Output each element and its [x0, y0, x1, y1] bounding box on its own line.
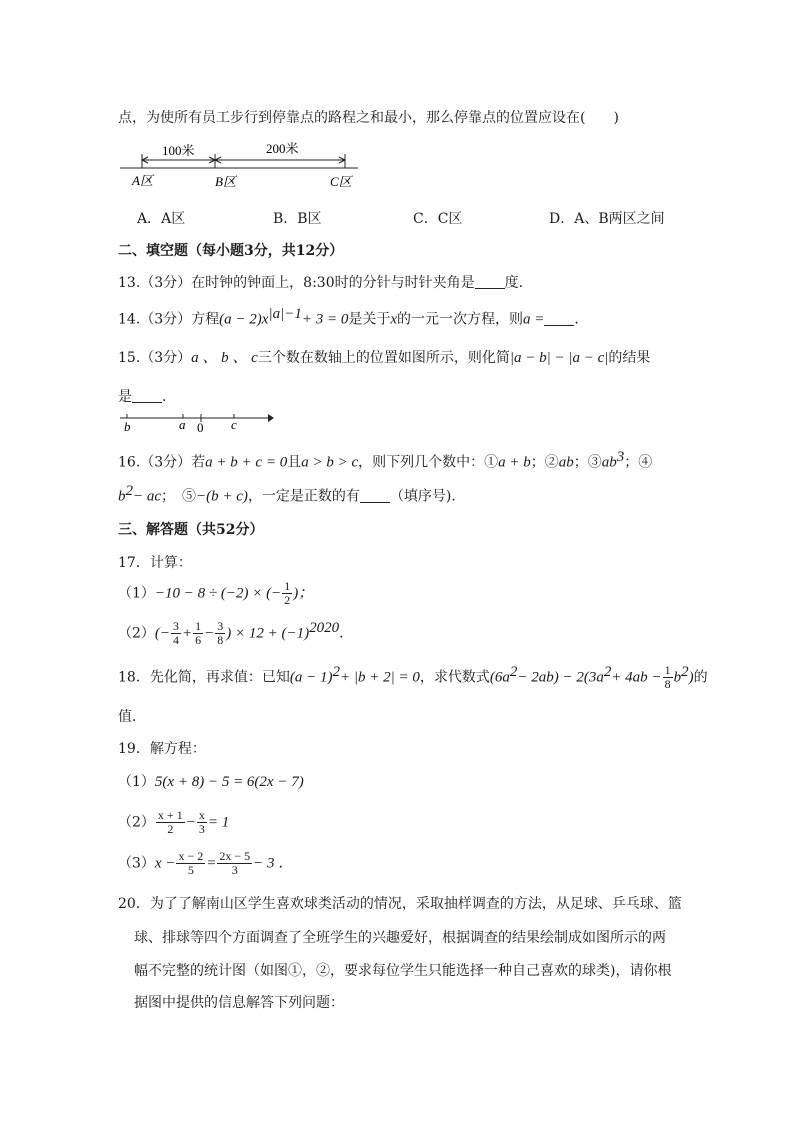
q13 [118, 272, 533, 292]
q16-sep5: ； ⑤ [161, 488, 197, 505]
q16-line2 [118, 483, 465, 506]
q20-line2: 球、排球等四个方面调查了全班学生的兴趣爱好，根据调查的结果绘制成如图所示的两 [134, 930, 666, 946]
q17-title: 17．计算： [118, 555, 192, 571]
q16-item4-exp: 2 [125, 483, 133, 499]
q18-expr1: (6a [489, 669, 510, 686]
q20-line4: 据图中提供的信息解答下列问题： [134, 995, 344, 1011]
q16-line2-b: ，一定是正数的有 [247, 488, 360, 505]
q17-p2-minus: − [204, 625, 215, 642]
q14-suffix: 的一元一次方程，则 [397, 311, 523, 328]
q19-p3-frac-2-num: 2x − 5 [219, 849, 251, 863]
q19-p2-frac-2-num: x [198, 808, 205, 822]
q16-cond2: a > b > c [301, 454, 359, 471]
section2-title: 二、填空题（每小题3分，共12分） [118, 243, 344, 259]
q17-p2-frac-34-num: 3 [173, 619, 180, 634]
q19-p2-end: = 1 [207, 814, 230, 831]
q14-mid: 是关于 [348, 311, 391, 328]
q17-p2-end: ． [339, 625, 354, 642]
q18-cond-b: + |b + 2| = 0 [339, 669, 420, 686]
q12-option-a[interactable]: A．A区 [137, 211, 186, 227]
q16-sep4: ；④ [624, 454, 653, 471]
q18-line2: 值． [118, 709, 146, 725]
q15-label-c: c [231, 417, 237, 432]
q19-p3-a: x − [154, 855, 176, 872]
q16-answer-blank[interactable] [360, 488, 390, 503]
q17-p1-expr: −10 − 8 ÷ (−2) × (− [154, 585, 282, 602]
q18-frac-den: 8 [664, 677, 671, 692]
q19-p3-frac-1-den: 5 [187, 863, 194, 877]
q15-line2 [118, 386, 176, 406]
q16-line2-c: （填序号)． [389, 488, 466, 505]
q18-expr2: − 2ab) − 2(3a [517, 669, 604, 686]
q16-sep2: ；② [530, 454, 559, 471]
q19-p1-label: （1） [118, 774, 155, 790]
q17-p2-frac-16 [193, 620, 203, 647]
q16-item4-tail: − ac [133, 488, 162, 505]
q15-label-a: a [179, 417, 186, 432]
q17-p1-frac-num: 1 [284, 579, 291, 593]
q16-sep3: ；③ [573, 454, 602, 471]
section3-title: 三、解答题（共52分） [118, 522, 264, 538]
q15-answer-blank[interactable] [132, 388, 162, 403]
q17-p2-a: (− [154, 625, 171, 642]
q15-line1-c: 的结果 [608, 350, 651, 366]
q18-expr4: b [673, 669, 682, 686]
q17-p2-frac-16-num: 1 [195, 619, 202, 634]
q17-p1-end: )； [293, 585, 314, 602]
q16-item5: −(b + c) [196, 488, 248, 505]
q14-var: x [390, 311, 397, 328]
q15-label-b: b [124, 419, 131, 434]
q12-dist2-label: 200米 [266, 141, 299, 156]
q16-item2: ab [558, 454, 574, 471]
q15-line1 [118, 346, 650, 367]
q15-line1-b: 三个数在数轴上的位置如图所示，则化简 [257, 350, 510, 366]
q16-and: 且 [287, 454, 302, 471]
q12-option-c[interactable]: C．C区 [413, 211, 463, 227]
q19-p2-label: （2） [118, 814, 155, 831]
q19-p3-frac-2-den: 3 [231, 863, 238, 877]
q14-prefix: 14.（3分）方程 [118, 311, 220, 328]
q15-axis-arrow [268, 414, 274, 422]
q19-p3-label: （3） [118, 855, 155, 872]
q18-expr1-exp: 2 [509, 664, 518, 680]
q16-item3-exp: 3 [616, 449, 625, 465]
q16-item1: a + b [498, 454, 531, 471]
q16-line1-a: 16.（3分）若 [118, 454, 206, 471]
q15-label-zero: 0 [197, 420, 204, 435]
q17-p2-frac-38-num: 3 [217, 619, 224, 634]
q18-fraction [663, 664, 673, 691]
q19-p1-eq: 5(x + 8) − 5 = 6(2x − 7) [154, 774, 304, 790]
q17-p1-frac-den: 2 [284, 593, 291, 607]
q12-stem-text: 点，为使所有员工步行到停靠点的路程之和最小，那么停靠点的位置应设在( ) [118, 110, 619, 126]
q12-distance-diagram [118, 138, 368, 194]
q18-expr4-exp: 2 [681, 664, 689, 680]
q13-text-b: 度． [504, 275, 533, 291]
q17-p1-fraction [282, 580, 292, 607]
q12-option-b[interactable]: B．B区 [273, 211, 322, 227]
q12-option-d[interactable]: D．A、B两区之间 [549, 211, 665, 227]
q15-line1-a: 15.（3分） [118, 350, 192, 366]
q19-p2-frac-1-den: 2 [167, 822, 174, 836]
q18-cond: (a − 1) [289, 669, 333, 686]
q18-b: ，求代数式 [419, 669, 490, 686]
q14-answer-blank[interactable] [544, 311, 574, 326]
q18-frac-num: 1 [664, 663, 671, 678]
q17-part1 [118, 580, 313, 607]
q19-part3 [118, 850, 293, 877]
q18-cond-exp: 2 [332, 664, 340, 680]
q16-line1-b: ，则下列几个数中：① [358, 454, 499, 471]
q19-p2-minus: − [185, 814, 196, 831]
q19-part2 [118, 809, 229, 836]
q15-line2-b: ． [162, 389, 176, 405]
q13-text-a: 13.（3分）在时钟的钟面上，8:30时的分针与时针夹角是 [118, 275, 475, 291]
q19-p2-frac-1 [156, 809, 185, 836]
q20-line3: 幅不完整的统计图（如图①，②，要求每位学生只能选择一种自己喜欢的球类)，请你根 [134, 963, 672, 979]
q18-a: 18．先化简，再求值：已知 [118, 669, 290, 686]
q16-line1 [118, 449, 652, 472]
q17-part2 [118, 620, 353, 647]
q15-line2-a: 是 [118, 389, 132, 405]
q17-p1-label: （1） [118, 585, 155, 602]
q19-p2-frac-2-den: 3 [198, 822, 205, 836]
q14-eq: (a − 2)x [219, 311, 269, 328]
q15-number-line [118, 410, 278, 436]
q17-p2-plus: + [182, 625, 193, 642]
q17-p2-frac-38 [215, 620, 225, 647]
q14-eq-tail: + 3 = 0 [301, 311, 349, 328]
q17-p2-exp: 2020 [309, 620, 340, 636]
q17-p2-frac-16-den: 6 [195, 633, 202, 648]
q13-answer-blank[interactable] [475, 274, 505, 289]
q17-p2-label: （2） [118, 625, 155, 642]
q17-p2-frac-34-den: 4 [173, 633, 180, 648]
q17-p2-frac-38-den: 8 [217, 633, 224, 648]
q19-p3-frac-1-num: x − 2 [178, 849, 204, 863]
q12-point-a-label: A区 [132, 173, 153, 188]
q14-ans-var: a = [523, 311, 545, 328]
q19-p3-end: − 3 ． [253, 855, 294, 872]
q15-vars: a 、 b 、 c [191, 350, 258, 366]
q18-expr2-exp: 2 [603, 664, 612, 680]
q16-item4: b [118, 488, 126, 505]
q15-expr: |a − b| − |a − c| [509, 350, 609, 366]
q12-point-c-label: C区 [330, 174, 352, 189]
q12-point-b-label: B区 [215, 174, 236, 189]
q16-cond1: a + b + c = 0 [205, 454, 288, 471]
q19-part1 [118, 771, 304, 791]
q18-expr3: + 4ab − [611, 669, 662, 686]
q20-line1: 20．为了了解南山区学生喜欢球类活动的情况，采取抽样调查的方法，从足球、乒乓球、篮 [118, 896, 682, 912]
q19-p3-frac-1 [176, 850, 205, 877]
q19-p3-eq: = [206, 855, 217, 872]
q14-end: ． [574, 311, 589, 328]
q19-p2-frac-1-num: x + 1 [157, 808, 183, 822]
q19-p3-frac-2 [217, 850, 252, 877]
q14-exp: |a|−1 [268, 306, 302, 322]
q12-dist1-label: 100米 [162, 143, 195, 158]
q17-p2-b: ) × 12 + (−1) [226, 625, 310, 642]
q16-item3: ab [601, 454, 617, 471]
q18-c: 的 [693, 669, 708, 686]
q14 [118, 306, 588, 329]
q19-title: 19．解方程： [118, 741, 206, 757]
q12-stem [118, 107, 619, 127]
q17-p2-frac-34 [171, 620, 181, 647]
q18-line1 [118, 664, 708, 691]
q18-expr5: ) [688, 669, 694, 686]
q19-p2-frac-2 [197, 809, 207, 836]
